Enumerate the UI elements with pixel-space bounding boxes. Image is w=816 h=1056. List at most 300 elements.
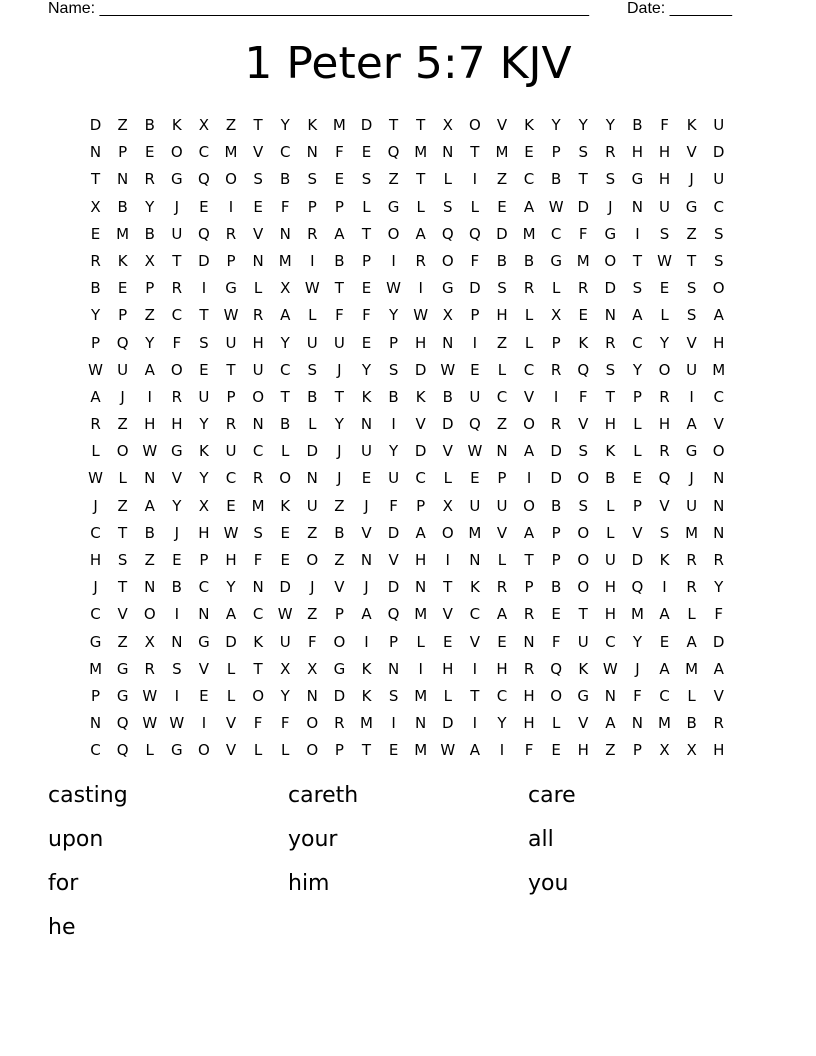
grid-letter: U: [306, 496, 318, 515]
grid-letter: N: [252, 578, 264, 597]
grid-letter: S: [713, 251, 724, 270]
grid-letter: P: [497, 469, 507, 488]
grid-letter: R: [144, 659, 155, 678]
grid-letter: P: [524, 578, 534, 597]
grid-letter: E: [551, 741, 561, 760]
grid-letter: J: [635, 659, 640, 678]
grid-letter: W: [657, 251, 672, 270]
grid-letter: A: [280, 306, 291, 325]
grid-letter: N: [713, 469, 725, 488]
grid-letter: A: [90, 387, 101, 406]
grid-letter: L: [687, 686, 696, 705]
grid-letter: S: [497, 279, 507, 298]
grid-letter: K: [171, 116, 182, 134]
header-line: [48, 0, 748, 18]
grid-letter: H: [658, 170, 671, 189]
grid-letter: L: [633, 442, 642, 461]
grid-letter: S: [253, 523, 263, 542]
grid-letter: O: [712, 442, 725, 461]
grid-letter: B: [90, 279, 101, 298]
grid-letter: J: [689, 469, 694, 488]
grid-letter: N: [713, 496, 725, 515]
grid-letter: T: [578, 605, 588, 624]
grid-letter: P: [632, 387, 642, 406]
grid-letter: W: [223, 306, 239, 325]
grid-letter: L: [308, 306, 317, 325]
grid-letter: N: [306, 686, 318, 705]
grid-letter: Y: [659, 333, 670, 352]
grid-letter: V: [442, 442, 453, 461]
word-list-item: for: [48, 871, 79, 896]
grid-letter: W: [602, 659, 618, 678]
grid-letter: L: [226, 686, 236, 705]
grid-letter: J: [174, 197, 180, 216]
grid-letter: N: [252, 251, 264, 270]
grid-letter: B: [632, 116, 643, 134]
grid-letter: T: [687, 251, 697, 270]
grid-letter: P: [226, 251, 236, 270]
grid-letter: Z: [225, 116, 237, 134]
grid-letter: I: [174, 605, 180, 624]
grid-letter: Y: [551, 116, 561, 134]
grid-letter: U: [577, 632, 589, 651]
grid-letter: Z: [117, 632, 128, 651]
grid-letter: A: [469, 741, 480, 760]
grid-letter: M: [495, 143, 509, 162]
grid-letter: R: [415, 251, 426, 270]
grid-letter: R: [90, 415, 101, 434]
grid-letter: P: [226, 387, 236, 406]
grid-letter: T: [470, 143, 480, 162]
grid-letter: B: [550, 170, 562, 189]
grid-letter: N: [415, 714, 427, 733]
grid-letter: A: [686, 632, 697, 651]
grid-letter: X: [551, 306, 562, 325]
grid-letter: P: [145, 279, 155, 298]
grid-letter: O: [198, 741, 210, 760]
grid-letter: Y: [578, 116, 588, 134]
grid-letter: J: [337, 360, 342, 379]
grid-letter: I: [418, 279, 423, 298]
grid-letter: V: [632, 523, 643, 542]
grid-letter: A: [659, 659, 670, 678]
grid-letter: G: [171, 170, 183, 189]
grid-letter: B: [334, 251, 345, 270]
grid-letter: Z: [605, 741, 616, 760]
grid-letter: D: [306, 442, 319, 461]
grid-letter: C: [279, 143, 291, 162]
grid-letter: K: [307, 116, 318, 134]
grid-letter: Z: [334, 551, 345, 569]
grid-letter: L: [524, 333, 534, 352]
grid-letter: S: [632, 279, 643, 298]
date-field-label: Date: _______: [627, 0, 732, 17]
grid-letter: Q: [631, 578, 644, 597]
grid-letter: Q: [468, 415, 481, 434]
grid-letter: Q: [116, 741, 129, 760]
grid-letter: K: [524, 116, 534, 134]
grid-letter: L: [443, 686, 452, 705]
grid-letter: V: [496, 116, 508, 134]
grid-letter: Z: [496, 333, 508, 352]
grid-letter: V: [117, 605, 128, 624]
grid-letter: M: [360, 714, 373, 733]
grid-letter: R: [171, 279, 183, 298]
grid-letter: Q: [441, 224, 454, 243]
grid-letter: L: [606, 496, 615, 515]
grid-letter: B: [550, 496, 562, 515]
grid-letter: N: [387, 659, 400, 678]
grid-letter: M: [251, 496, 265, 515]
grid-letter: Z: [117, 116, 128, 134]
grid-letter: Y: [388, 442, 399, 461]
grid-letter: T: [90, 170, 101, 189]
grid-letter: L: [551, 714, 561, 733]
grid-letter: D: [279, 578, 291, 597]
grid-letter: V: [388, 551, 399, 569]
grid-letter: O: [523, 496, 535, 515]
grid-letter: I: [201, 279, 207, 298]
grid-letter: J: [337, 469, 342, 488]
grid-letter: V: [686, 333, 697, 352]
grid-letter: S: [117, 551, 128, 569]
grid-letter: A: [496, 605, 508, 624]
grid-letter: I: [472, 170, 478, 189]
grid-letter: U: [469, 387, 481, 406]
grid-letter: L: [145, 741, 154, 760]
grid-letter: S: [361, 170, 372, 189]
grid-letter: H: [604, 605, 616, 624]
grid-letter: C: [496, 686, 508, 705]
grid-letter: N: [496, 442, 508, 461]
grid-letter: L: [226, 659, 236, 678]
grid-letter: E: [470, 360, 480, 379]
grid-letter: Y: [199, 415, 209, 434]
grid-letter: U: [388, 469, 400, 488]
grid-letter: O: [712, 279, 725, 298]
grid-letter: R: [144, 170, 155, 189]
grid-letter: B: [550, 578, 562, 597]
grid-letter: K: [280, 496, 291, 515]
grid-letter: A: [144, 360, 155, 379]
grid-letter: J: [364, 578, 369, 597]
word-list-item: all: [528, 827, 554, 852]
grid-letter: J: [93, 578, 98, 597]
grid-letter: C: [279, 360, 291, 379]
grid-letter: E: [361, 469, 372, 488]
grid-letter: K: [686, 116, 697, 134]
grid-letter: E: [659, 279, 670, 298]
grid-letter: M: [116, 224, 130, 243]
grid-letter: X: [442, 496, 453, 515]
grid-letter: L: [91, 442, 100, 461]
grid-letter: L: [687, 605, 696, 624]
grid-letter: E: [361, 143, 372, 162]
grid-letter: V: [361, 523, 372, 542]
word-list: [48, 780, 768, 956]
grid-letter: R: [252, 306, 264, 325]
grid-letter: U: [225, 333, 237, 352]
grid-letter: B: [605, 469, 616, 488]
grid-letter: R: [605, 143, 616, 162]
grid-letter: O: [577, 578, 590, 597]
grid-letter: H: [713, 333, 725, 352]
grid-letter: E: [578, 306, 588, 325]
grid-letter: M: [332, 116, 346, 134]
grid-letter: S: [578, 496, 588, 515]
grid-letter: H: [415, 551, 427, 569]
grid-letter: Z: [334, 496, 345, 515]
grid-letter: E: [388, 741, 399, 760]
grid-letter: R: [713, 714, 724, 733]
grid-letter: D: [387, 578, 400, 597]
grid-letter: O: [523, 415, 535, 434]
grid-letter: N: [631, 197, 644, 216]
grid-letter: S: [578, 143, 588, 162]
grid-letter: W: [142, 686, 158, 705]
grid-letter: W: [169, 714, 185, 733]
grid-letter: W: [467, 442, 483, 461]
grid-letter: C: [605, 632, 616, 651]
grid-letter: F: [253, 551, 263, 569]
grid-letter: I: [418, 659, 423, 678]
grid-letter: D: [496, 224, 508, 243]
grid-letter: E: [280, 551, 290, 569]
grid-letter: U: [306, 333, 318, 352]
grid-letter: S: [172, 659, 182, 678]
grid-letter: H: [604, 578, 616, 597]
grid-letter: V: [578, 415, 589, 434]
grid-letter: H: [144, 415, 156, 434]
grid-letter: U: [333, 333, 345, 352]
grid-letter: S: [659, 224, 670, 243]
grid-letter: L: [281, 442, 290, 461]
grid-letter: Z: [117, 415, 128, 434]
grid-letter: A: [632, 306, 643, 325]
grid-letter: S: [253, 170, 263, 189]
grid-letter: Q: [116, 714, 129, 733]
grid-letter: R: [713, 551, 724, 569]
grid-letter: O: [658, 360, 671, 379]
grid-letter: I: [689, 387, 694, 406]
grid-letter: G: [685, 442, 698, 461]
grid-letter: E: [226, 496, 236, 515]
grid-letter: X: [442, 306, 453, 325]
grid-letter: O: [387, 224, 400, 243]
grid-letter: T: [172, 251, 182, 270]
grid-letter: T: [334, 387, 344, 406]
grid-letter: X: [686, 741, 697, 760]
grid-letter: Z: [307, 605, 318, 624]
grid-letter: E: [659, 632, 670, 651]
grid-letter: N: [360, 415, 373, 434]
grid-letter: F: [714, 605, 724, 624]
grid-letter: U: [279, 632, 291, 651]
grid-letter: T: [253, 116, 263, 134]
grid-letter: M: [658, 714, 671, 733]
grid-letter: Q: [550, 659, 563, 678]
grid-letter: P: [118, 143, 128, 162]
grid-letter: Y: [280, 686, 290, 705]
grid-letter: W: [277, 605, 293, 624]
grid-letter: M: [278, 251, 292, 270]
grid-letter: C: [550, 224, 562, 243]
grid-letter: W: [223, 523, 239, 542]
grid-letter: G: [116, 659, 129, 678]
grid-letter: Y: [199, 469, 209, 488]
grid-letter: C: [225, 469, 237, 488]
grid-letter: H: [523, 714, 535, 733]
grid-letter: Z: [686, 224, 697, 243]
grid-letter: O: [577, 551, 590, 569]
grid-letter: I: [174, 686, 180, 705]
grid-letter: C: [90, 741, 101, 760]
grid-letter: L: [606, 523, 615, 542]
grid-letter: F: [389, 496, 398, 515]
grid-letter: F: [551, 632, 561, 651]
grid-letter: W: [440, 741, 456, 760]
grid-letter: E: [199, 197, 209, 216]
grid-letter: W: [88, 469, 103, 488]
grid-letter: G: [89, 632, 102, 651]
grid-letter: E: [144, 143, 155, 162]
grid-letter: L: [416, 632, 425, 651]
grid-letter: K: [117, 251, 128, 270]
grid-letter: B: [388, 387, 399, 406]
grid-letter: U: [225, 442, 237, 461]
grid-letter: F: [335, 143, 344, 162]
grid-letter: E: [551, 605, 561, 624]
grid-letter: B: [496, 251, 508, 270]
grid-letter: V: [225, 741, 237, 760]
grid-letter: G: [198, 632, 210, 651]
grid-letter: P: [334, 197, 344, 216]
grid-letter: H: [523, 686, 535, 705]
grid-letter: E: [334, 170, 345, 189]
grid-letter: N: [306, 469, 318, 488]
grid-letter: K: [578, 659, 589, 678]
grid-letter: A: [523, 197, 535, 216]
grid-letter: G: [171, 442, 183, 461]
grid-letter: K: [469, 578, 480, 597]
grid-letter: T: [361, 224, 372, 243]
grid-letter: M: [685, 659, 699, 678]
grid-letter: C: [252, 442, 264, 461]
grid-letter: F: [253, 714, 263, 733]
grid-letter: Y: [172, 496, 182, 515]
grid-letter: G: [685, 197, 698, 216]
grid-letter: H: [658, 415, 671, 434]
grid-letter: G: [225, 279, 237, 298]
grid-letter: D: [387, 523, 400, 542]
word-list-item: careth: [288, 783, 359, 808]
grid-letter: Y: [226, 578, 236, 597]
grid-letter: U: [496, 496, 508, 515]
grid-letter: D: [469, 279, 481, 298]
grid-letter: D: [414, 360, 427, 379]
grid-letter: C: [469, 605, 481, 624]
grid-letter: F: [633, 686, 642, 705]
letter-grid: [82, 112, 742, 765]
grid-letter: E: [199, 360, 209, 379]
grid-letter: T: [199, 306, 209, 325]
grid-letter: A: [144, 496, 155, 515]
grid-letter: N: [604, 306, 616, 325]
grid-letter: Y: [632, 360, 642, 379]
grid-letter: M: [685, 523, 699, 542]
grid-letter: C: [632, 333, 643, 352]
word-list-item: your: [288, 827, 338, 852]
grid-letter: V: [686, 143, 697, 162]
grid-letter: S: [307, 170, 318, 189]
grid-letter: Q: [198, 170, 210, 189]
grid-letter: I: [201, 714, 207, 733]
grid-letter: K: [605, 442, 616, 461]
grid-letter: Z: [496, 415, 508, 434]
grid-letter: F: [280, 714, 290, 733]
grid-letter: A: [225, 605, 237, 624]
grid-letter: P: [551, 523, 561, 542]
grid-letter: J: [93, 496, 98, 515]
grid-letter: U: [713, 170, 725, 189]
grid-letter: T: [226, 360, 236, 379]
grid-letter: E: [524, 143, 534, 162]
grid-letter: W: [548, 197, 564, 216]
grid-letter: Y: [361, 360, 372, 379]
grid-letter: I: [472, 659, 478, 678]
grid-letter: Z: [144, 306, 155, 325]
grid-letter: G: [631, 170, 644, 189]
grid-letter: I: [310, 251, 315, 270]
grid-letter: I: [228, 197, 234, 216]
grid-letter: K: [361, 387, 372, 406]
grid-letter: L: [416, 197, 425, 216]
grid-letter: O: [306, 714, 319, 733]
grid-letter: G: [333, 659, 346, 678]
grid-letter: C: [198, 143, 210, 162]
grid-letter: I: [391, 251, 396, 270]
grid-letter: C: [523, 170, 535, 189]
grid-letter: T: [118, 523, 128, 542]
grid-letter: C: [523, 360, 535, 379]
grid-letter: H: [496, 659, 508, 678]
grid-letter: K: [361, 659, 372, 678]
grid-letter: X: [198, 496, 210, 515]
grid-letter: B: [144, 523, 155, 542]
grid-letter: O: [225, 170, 237, 189]
grid-letter: J: [689, 170, 694, 189]
grid-letter: S: [443, 197, 453, 216]
grid-letter: D: [604, 279, 617, 298]
grid-letter: V: [334, 578, 345, 597]
grid-letter: P: [632, 741, 642, 760]
grid-letter: P: [91, 333, 101, 352]
word-list-item: upon: [48, 827, 104, 852]
grid-letter: X: [307, 659, 318, 678]
grid-letter: E: [632, 469, 643, 488]
word-list-item: casting: [48, 783, 128, 808]
grid-letter: Y: [388, 306, 399, 325]
grid-letter: V: [469, 632, 480, 651]
grid-letter: U: [469, 496, 481, 515]
grid-letter: R: [225, 224, 237, 243]
grid-letter: V: [659, 496, 670, 515]
grid-letter: G: [441, 279, 454, 298]
grid-letter: N: [442, 333, 454, 352]
grid-letter: K: [578, 333, 589, 352]
grid-letter: T: [443, 578, 453, 597]
grid-letter: C: [713, 387, 724, 406]
